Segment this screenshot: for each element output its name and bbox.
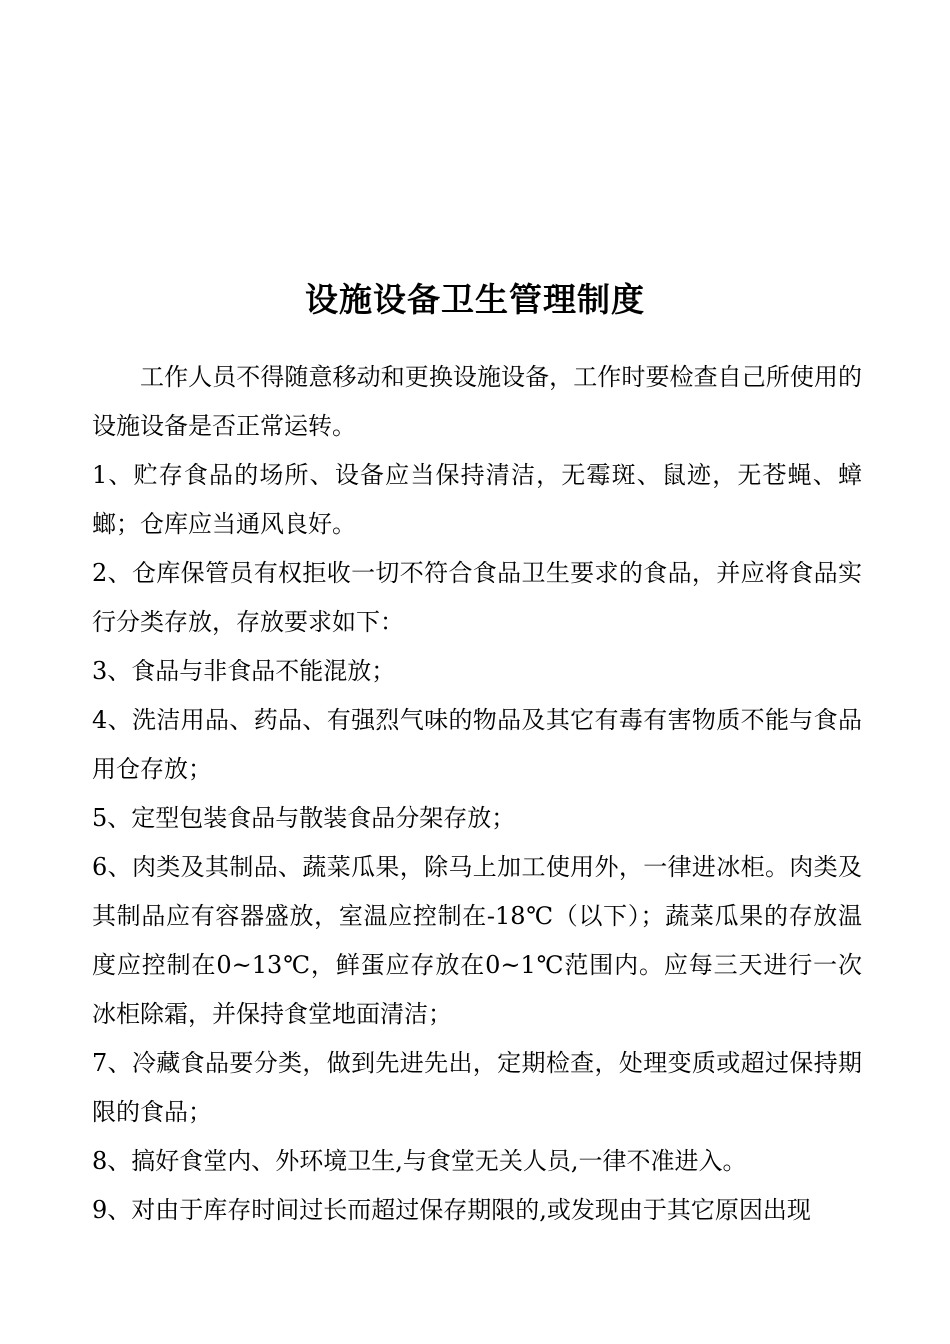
list-item: 7、冷藏食品要分类，做到先进先出，定期检查，处理变质或超过保持期限的食品； xyxy=(92,1049,862,1126)
list-item: 1、贮存食品的场所、设备应当保持清洁，无霉斑、鼠迹，无苍蝇、蟑螂；仓库应当通风良好。 xyxy=(92,461,862,538)
list-item: 9、对由于库存时间过长而超过保存期限的,或发现由于其它原因出现 xyxy=(92,1196,811,1224)
document-body xyxy=(92,353,862,1235)
list-item: 6、肉类及其制品、蔬菜瓜果，除马上加工使用外，一律进冰柜。肉类及其制品应有容器盛放，室温应控制在-18℃（以下）；蔬菜瓜果的存放温度应控制在0~13℃，鲜蛋应存放在0~1℃范围内。应每三天进行一次冰柜除霜，并保持食堂地面清洁； xyxy=(92,853,862,1028)
list-item: 4、洗洁用品、药品、有强烈气味的物品及其它有毒有害物质不能与食品用仓存放； xyxy=(92,706,862,783)
document-title: 设施设备卫生管理制度 xyxy=(305,280,645,319)
list-item: 8、搞好食堂内、外环境卫生,与食堂无关人员,一律不准进入。 xyxy=(92,1147,747,1175)
list-item: 2、仓库保管员有权拒收一切不符合食品卫生要求的食品，并应将食品实行分类存放，存放要求如下： xyxy=(92,559,862,636)
list-item: 5、定型包装食品与散装食品分架存放； xyxy=(92,804,516,832)
list-item: 3、食品与非食品不能混放； xyxy=(92,657,396,685)
intro-paragraph: 工作人员不得随意移动和更换设施设备，工作时要检查自己所使用的设施设备是否正常运转。 xyxy=(92,363,862,440)
